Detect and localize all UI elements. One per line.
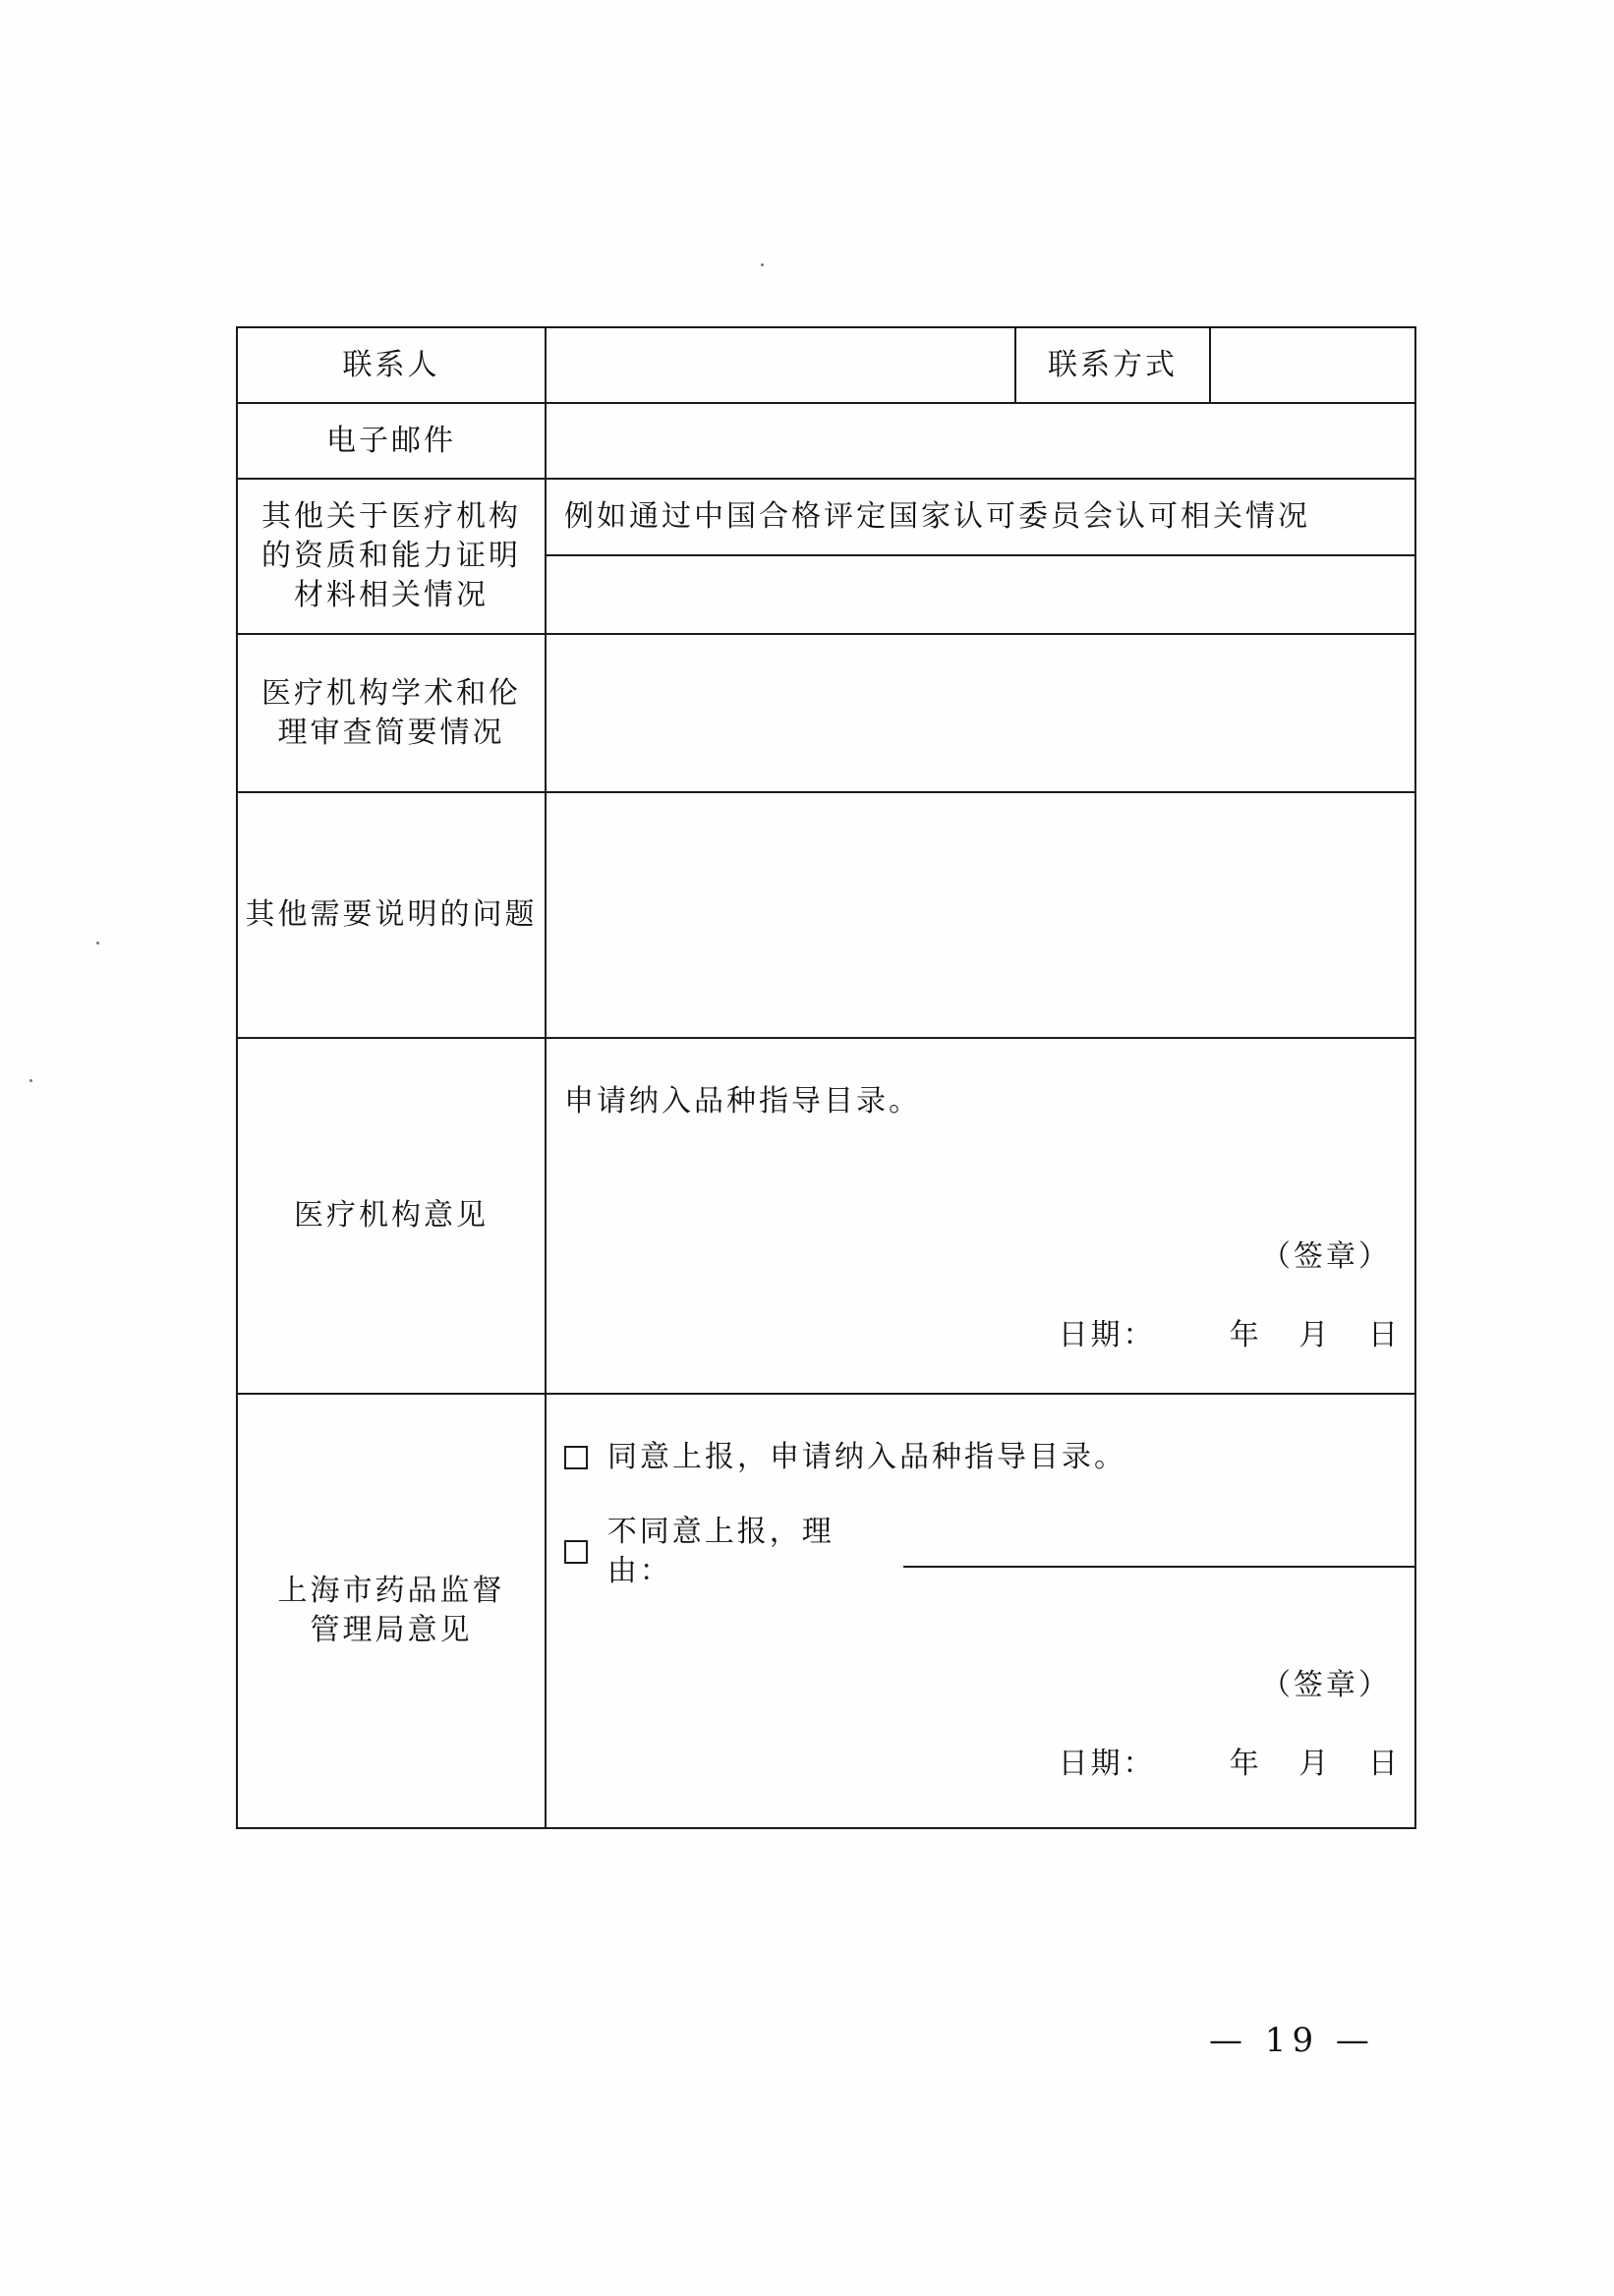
disagree-checkbox[interactable] [564,1540,588,1564]
email-row [237,403,1415,479]
institution-opinion-cell[interactable] [546,1038,1415,1394]
bureau-opinion-label: 上海市药品监督管理局意见 [277,1574,505,1647]
application-form-table [236,326,1416,1829]
other-issues-label: 其他需要说明的问题 [237,792,546,1038]
qualification-label: 其他关于医疗机构的资质和能力证明材料相关情况 [261,499,521,612]
reason-input-line[interactable] [903,1536,1415,1568]
qualification-label-cell [237,479,546,634]
disagree-option-label: 不同意上报，理由： [606,1515,835,1588]
ethics-row [237,634,1415,792]
agree-option-row[interactable] [564,1438,1126,1477]
contact-field[interactable] [546,327,1015,403]
contact-row [237,327,1415,403]
bureau-opinion-cell [546,1394,1415,1828]
contact-method-label: 联系方式 [1015,327,1210,403]
institution-date-line: 日期： 年 月 日 [1058,1318,1401,1352]
bureau-seal-label: （签章） [1261,1668,1391,1702]
scan-speck [29,1079,32,1082]
scan-speck [96,942,99,945]
agree-option-label: 同意上报，申请纳入品种指导目录。 [607,1440,1126,1474]
bureau-date-line: 日期： 年 月 日 [1058,1747,1401,1781]
bureau-opinion-row [237,1394,1415,1828]
email-field[interactable] [546,403,1415,479]
institution-opinion-text: 申请纳入品种指导目录。 [564,1084,921,1119]
email-label: 电子邮件 [237,403,546,479]
agree-checkbox[interactable] [564,1446,588,1469]
scan-speck [761,263,764,266]
ethics-field[interactable] [546,634,1415,792]
ethics-label: 医疗机构学术和伦理审查简要情况 [261,675,521,750]
ethics-label-cell [237,634,546,792]
institution-opinion-row [237,1038,1415,1394]
qualification-field[interactable] [546,555,1415,634]
contact-method-field[interactable] [1210,327,1415,403]
institution-opinion-label: 医疗机构意见 [237,1038,546,1394]
page-number: — 19 — [1209,2021,1375,2060]
qualification-example[interactable]: 例如通过中国合格评定国家认可委员会认可相关情况 [546,479,1415,555]
institution-seal-label: （签章） [1261,1239,1391,1274]
other-issues-field[interactable] [546,792,1415,1038]
qualification-row [237,479,1415,555]
contact-label: 联系人 [237,327,546,403]
other-issues-row [237,792,1415,1038]
bureau-opinion-label-cell [237,1394,546,1828]
disagree-option-row[interactable] [564,1513,1414,1591]
